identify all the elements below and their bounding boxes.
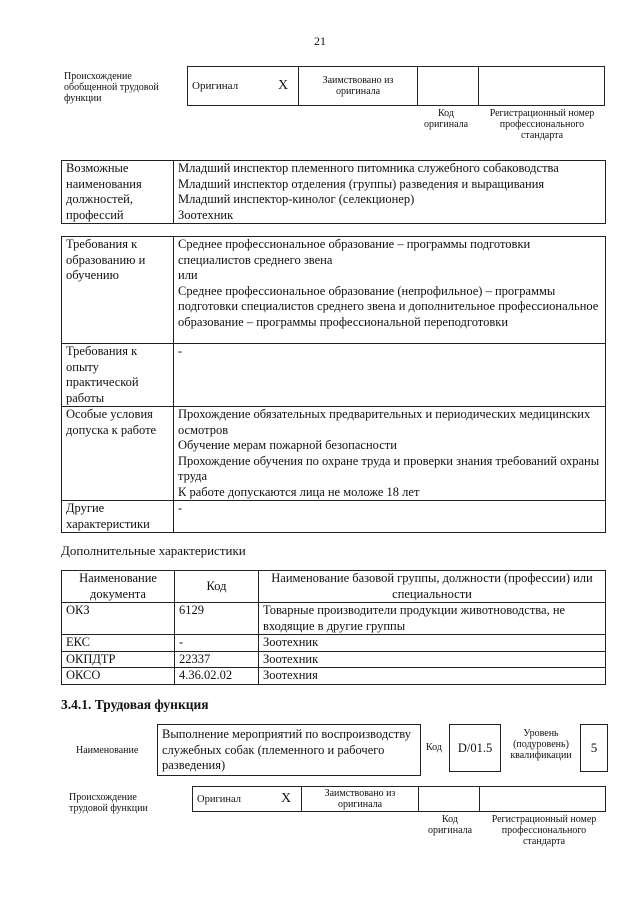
code-caption: Код оригинала [423,108,469,130]
borrowed-cell: Заимствовано из оригинала [299,67,418,106]
reg-caption: Регистрационный номер профессионального стандарта [489,108,595,141]
experience-value: - [174,344,606,407]
education-line: Среднее профессиональное образование – программы подготовки специалистов среднего звена [178,237,531,267]
positions-table [61,160,606,224]
condition-line: Прохождение обучения по охране труда и проверки знания требований охраны труда [178,453,600,483]
position-item: Зоотехник [178,207,234,222]
table-cell: 6129 [175,603,259,635]
education-line: или [178,268,198,282]
code-label: Код [426,742,442,753]
education-value [174,237,606,344]
position-item: Младший инспектор племенного питомника служебного собаководства [178,161,559,175]
position-item: Младший инспектор отделения (группы) разведения и выращивания [178,176,545,191]
condition-line: Прохождение обязательных предварительных и периодических медицинских осмотров [178,407,591,437]
original-mark: X [268,67,299,106]
experience-label: Требования к опыту практической работы [62,344,174,407]
condition-line: Обучение мерам пожарной безопасности [178,438,397,452]
table-cell: Зоотехния [259,668,606,685]
table-cell: ОКСО [62,668,175,685]
other-value: - [174,501,606,533]
origin-table [192,786,606,812]
table-cell: 4.36.02.02 [175,668,259,685]
original-mark: X [271,787,302,812]
table-cell: Товарные производители продукции животноводства, не входящие в другие группы [259,603,606,635]
original-cell: Оригинал [193,787,272,812]
code-cell [419,787,480,812]
name-label: Наименование [76,745,139,756]
original-cell: Оригинал [188,67,269,106]
education-line: Среднее профессиональное образование (непрофильное) – программы подготовки специалистов среднего звена и дополнительное профессиональное образование – программы профессиональной переподготовки [178,283,599,329]
table-cell: - [175,635,259,652]
table-cell: Зоотехник [259,635,606,652]
origin-table [187,66,605,106]
conditions-label: Особые условия допуска к работе [62,407,174,501]
position-item: Младший инспектор-кинолог (селекционер) [178,192,415,206]
col-header-code: Код [175,571,259,603]
borrowed-cell: Заимствовано из оригинала [302,787,419,812]
page-number: 21 [314,34,326,48]
reg-cell [480,787,606,812]
table-cell: ОКЗ [62,603,175,635]
function-name-box: Выполнение мероприятий по воспроизводству служебных собак (племенного и рабочего разведения) [157,724,421,776]
additional-heading: Дополнительные характеристики [61,543,246,558]
additional-table [61,570,606,685]
table-cell: Зоотехник [259,651,606,668]
col-header-document: Наименование документа [62,571,175,603]
code-cell [418,67,479,106]
origin-label: Происхождение обобщенной трудовой функции [64,71,159,104]
table-cell: ОКПДТР [62,651,175,668]
education-label: Требования к образованию и обучению [62,237,174,344]
col-header-name: Наименование базовой группы, должности (профессии) или специальности [259,571,606,603]
positions-label: Возможные наименования должностей, профессий [62,161,174,224]
origin-label: Происхождение трудовой функции [69,792,148,814]
table-cell: 22337 [175,651,259,668]
level-value-box: 5 [580,724,608,772]
other-label: Другие характеристики [62,501,174,533]
reg-caption: Регистрационный номер профессионального стандарта [491,814,597,847]
condition-line: К работе допускаются лица не моложе 18 лет [178,484,420,499]
positions-list [174,161,606,224]
conditions-value [174,407,606,501]
function-code-box: D/01.5 [449,724,501,772]
code-caption: Код оригинала [427,814,473,836]
requirements-table [61,236,606,533]
table-cell: ЕКС [62,635,175,652]
section-title: 3.4.1. Трудовая функция [61,697,209,712]
level-label: Уровень (подуровень) квалификации [510,728,572,761]
reg-cell [479,67,605,106]
